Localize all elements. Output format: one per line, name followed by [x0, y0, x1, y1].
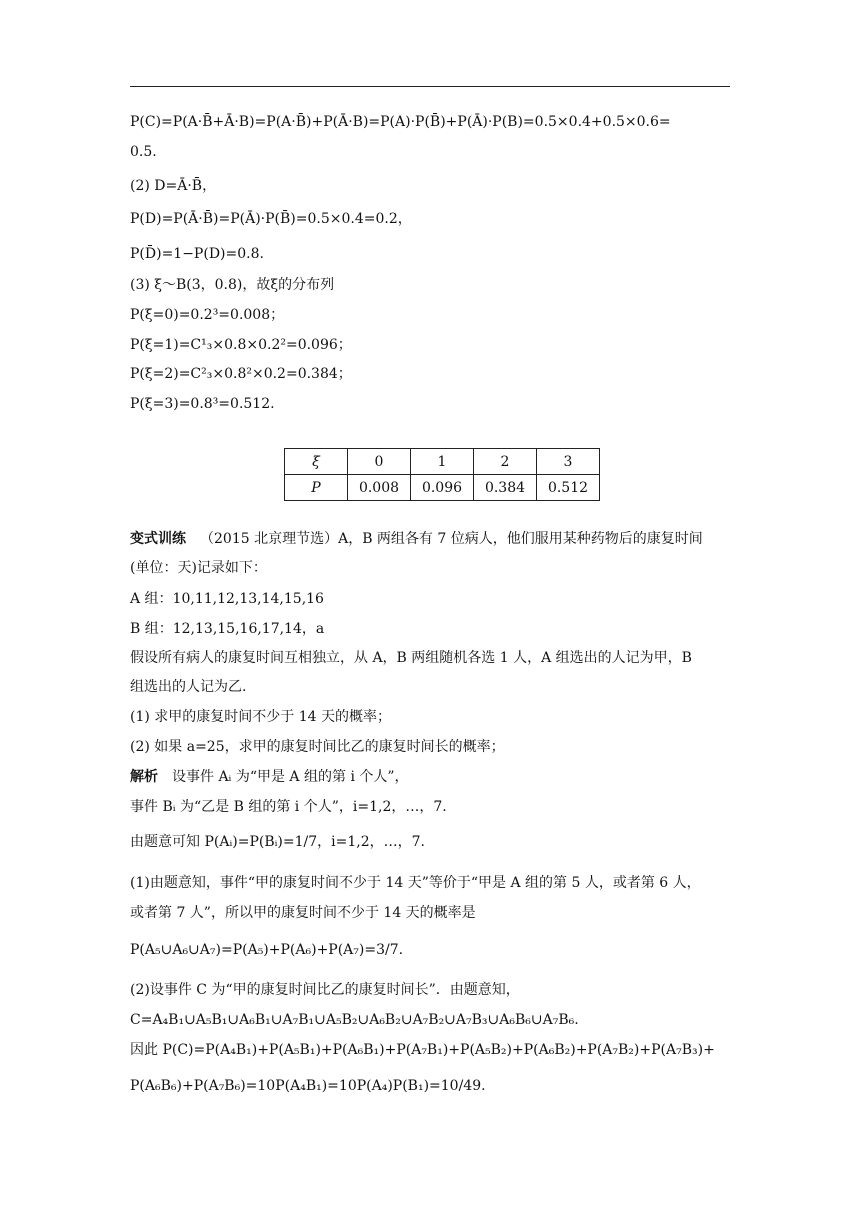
line-d-def: (2) D=Ā·B̄， — [130, 178, 217, 194]
line-pc-result: 0.5. — [130, 144, 157, 160]
exercise-intro-2: (单位：天)记录如下： — [130, 560, 267, 576]
table-cell: 0.096 — [411, 475, 474, 501]
assumption-line-1: 假设所有病人的康复时间互相独立，从 A，B 两组随机各选 1 人，A 组选出的人记为甲，B — [130, 650, 692, 666]
line-p2: P(ξ=2)=C²₃×0.8²×0.2=0.384； — [130, 366, 352, 382]
table-cell: 3 — [537, 449, 600, 475]
table-cell: 0.384 — [474, 475, 537, 501]
header-rule — [130, 86, 730, 87]
solution-label: 解析 — [130, 769, 158, 785]
table-cell: ξ — [285, 449, 348, 475]
question-1: (1) 求甲的康复时间不少于 14 天的概率； — [130, 709, 391, 725]
solution-line-6: P(A₅∪A₆∪A₇)=P(A₅)+P(A₆)+P(A₇)=3/7. — [130, 942, 404, 958]
solution-line-1 — [130, 767, 409, 787]
solution-line-9: 因此 P(C)=P(A₄B₁)+P(A₅B₁)+P(A₆B₁)+P(A₇B₁)+P(A₅B₂)+P(A₆B₂)+P(A₇B₂)+P(A₇B₃)+ — [130, 1042, 715, 1058]
line-p0: P(ξ=0)=0.2³=0.008； — [130, 307, 285, 323]
solution-line-10: P(A₆B₆)+P(A₇B₆)=10P(A₄B₁)=10P(A₄)P(B₁)=10/49. — [130, 1078, 486, 1094]
assumption-line-2: 组选出的人记为乙. — [130, 679, 247, 695]
line-binomial: (3) ξ～B(3，0.8)，故ξ的分布列 — [130, 277, 335, 293]
solution-text: 设事件 Aᵢ 为“甲是 A 组的第 i 个人”， — [172, 769, 409, 785]
table-cell: 1 — [411, 449, 474, 475]
exercise-heading: 变式训练 — [130, 531, 186, 547]
line-p3: P(ξ=3)=0.8³=0.512. — [130, 396, 275, 412]
table-cell: 0 — [348, 449, 411, 475]
table-cell: P — [285, 475, 348, 501]
distribution-table — [284, 448, 600, 501]
line-pc: P(C)=P(A·B̄+Ā·B)=P(A·B̄)+P(Ā·B)=P(A)·P(B̄)+P(Ā)·P(B)=0.5×0.4+0.5×0.6= — [130, 114, 671, 130]
line-p1: P(ξ=1)=C¹₃×0.8×0.2²=0.096； — [130, 337, 352, 353]
solution-line-7: (2)设事件 C 为“甲的康复时间比乙的康复时间长”．由题意知， — [130, 982, 520, 998]
group-b-data: B 组：12,13,15,16,17,14，a — [130, 621, 325, 637]
table-row — [285, 449, 600, 475]
table-row — [285, 475, 600, 501]
solution-line-5: 或者第 7 人”，所以甲的康复时间不少于 14 天的概率是 — [130, 905, 476, 921]
group-a-data: A 组：10,11,12,13,14,15,16 — [130, 591, 324, 607]
solution-line-3: 由题意可知 P(Aᵢ)=P(Bᵢ)=1/7，i=1,2，…，7. — [130, 834, 425, 850]
question-2: (2) 如果 a=25，求甲的康复时间比乙的康复时间长的概率； — [130, 739, 505, 755]
line-pd: P(D)=P(Ā·B̄)=P(Ā)·P(B̄)=0.5×0.4=0.2， — [130, 211, 412, 227]
table-cell: 0.512 — [537, 475, 600, 501]
solution-line-4: (1)由题意知，事件“甲的康复时间不少于 14 天”等价于“甲是 A 组的第 5 人，或者第 6 人， — [130, 875, 701, 891]
exercise-intro-line — [130, 529, 703, 549]
solution-line-8: C=A₄B₁∪A₅B₁∪A₆B₁∪A₇B₁∪A₅B₂∪A₆B₂∪A₇B₂∪A₇B₃∪A₆B₆∪A₇B₆. — [130, 1012, 579, 1028]
exercise-intro: （2015 北京理节选）A，B 两组各有 7 位病人，他们服用某种药物后的康复时间 — [200, 531, 703, 547]
table-cell: 2 — [474, 449, 537, 475]
line-pd-complement: P(D̄)=1−P(D)=0.8. — [130, 246, 264, 262]
table-cell: 0.008 — [348, 475, 411, 501]
solution-line-2: 事件 Bᵢ 为“乙是 B 组的第 i 个人”，i=1,2，…，7. — [130, 799, 447, 815]
